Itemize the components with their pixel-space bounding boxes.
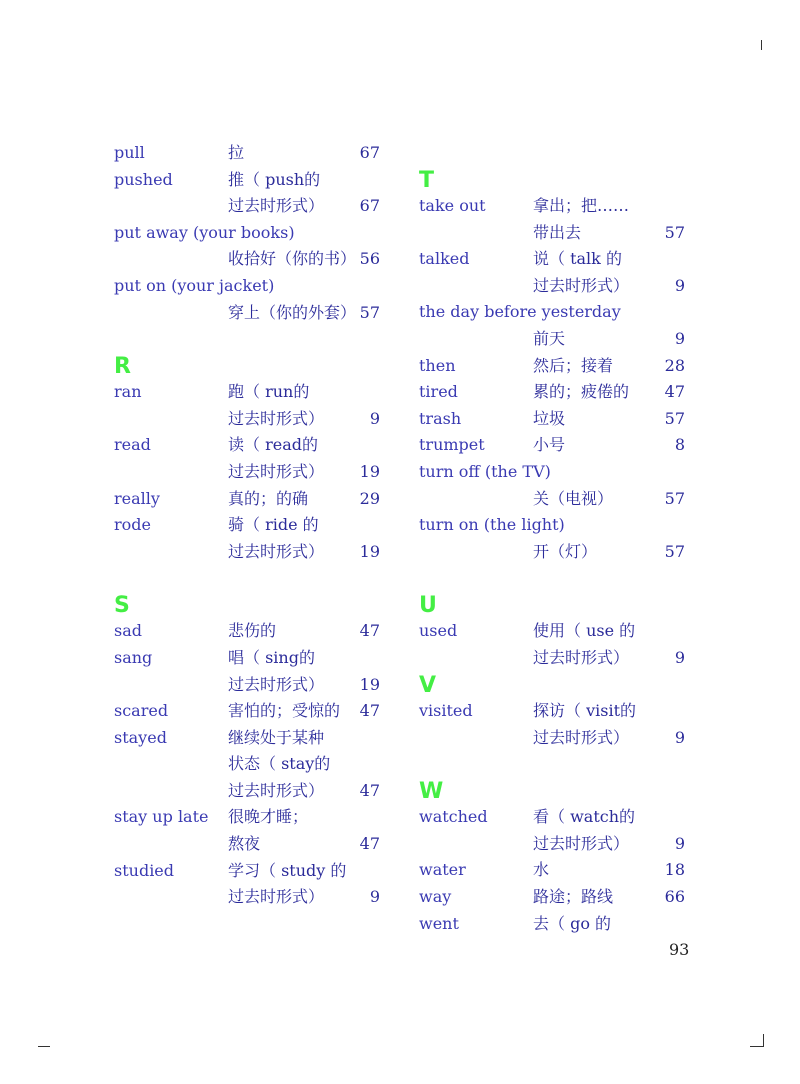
glossary-entry-row bbox=[419, 432, 685, 459]
entry-page-ref: 47 bbox=[359, 780, 380, 800]
entry-word: ran bbox=[114, 382, 142, 402]
entry-meaning: 害怕的；受惊的 bbox=[228, 701, 341, 721]
glossary-entry-row bbox=[419, 193, 685, 220]
entry-page-ref: 57 bbox=[664, 488, 685, 508]
section-letter: T bbox=[419, 168, 435, 193]
glossary-entry-row bbox=[419, 512, 685, 539]
section-letter-row bbox=[419, 751, 685, 804]
section-letter: V bbox=[419, 673, 437, 699]
entry-page-ref: 19 bbox=[359, 461, 380, 481]
entry-word: way bbox=[419, 887, 452, 907]
entry-page-ref: 28 bbox=[664, 355, 685, 375]
entry-word: put away (your books) bbox=[114, 222, 295, 242]
glossary-entry-row bbox=[114, 167, 380, 194]
glossary-entry-row bbox=[114, 406, 380, 433]
entry-meaning: 去（ go 的 bbox=[533, 913, 612, 933]
glossary-entry-row bbox=[419, 539, 685, 566]
entry-word: pull bbox=[114, 143, 145, 162]
glossary-entry-row bbox=[114, 672, 380, 699]
entry-meaning: 说（ talk 的 bbox=[533, 249, 622, 269]
glossary-entry-row bbox=[114, 884, 380, 911]
glossary-entry-row bbox=[114, 512, 380, 539]
entry-page-ref: 19 bbox=[359, 541, 380, 561]
glossary-entry-row bbox=[419, 379, 685, 406]
entry-word: then bbox=[419, 355, 456, 375]
entry-page-ref: 47 bbox=[359, 621, 380, 641]
glossary-entry-row bbox=[419, 618, 685, 645]
entry-meaning: 很晚才睡； bbox=[228, 807, 309, 827]
section-letter-row bbox=[114, 326, 380, 379]
entry-meaning: 使用（ use 的 bbox=[533, 621, 636, 641]
glossary-entry-row bbox=[419, 246, 685, 273]
glossary-column-right bbox=[419, 140, 685, 937]
glossary-entry-row bbox=[114, 725, 380, 752]
entry-meaning: 唱（ sing的 bbox=[228, 647, 315, 667]
entry-meaning: 垃圾 bbox=[533, 408, 566, 428]
entry-page-ref: 57 bbox=[664, 222, 685, 242]
section-letter: W bbox=[419, 779, 444, 805]
crop-mark-top-right bbox=[761, 40, 762, 50]
entry-meaning: 过去时形式） bbox=[533, 647, 630, 667]
glossary-entry-row bbox=[114, 645, 380, 672]
section-letter-row bbox=[419, 672, 685, 699]
section-letter-row bbox=[419, 565, 685, 618]
entry-meaning: 熬夜 bbox=[228, 834, 261, 854]
entry-meaning: 过去时形式） bbox=[228, 196, 325, 216]
entry-word: trumpet bbox=[419, 435, 485, 455]
entry-word: pushed bbox=[114, 169, 173, 189]
entry-page-ref: 47 bbox=[359, 834, 380, 854]
glossary-entry-row bbox=[114, 539, 380, 566]
entry-page-ref: 8 bbox=[674, 435, 685, 455]
entry-page-ref: 57 bbox=[664, 408, 685, 428]
entry-page-ref: 57 bbox=[359, 302, 380, 322]
entry-page-ref: 19 bbox=[359, 674, 380, 694]
entry-meaning: 然后；接着 bbox=[533, 355, 614, 375]
entry-word: tired bbox=[419, 382, 458, 402]
entry-meaning: 前天 bbox=[533, 328, 566, 348]
entry-page-ref: 29 bbox=[359, 488, 380, 508]
glossary-entry-row bbox=[114, 858, 380, 885]
glossary-entry-row bbox=[419, 459, 685, 486]
entry-page-ref: 9 bbox=[674, 275, 685, 295]
entry-page-ref: 47 bbox=[359, 701, 380, 721]
glossary-entry-row bbox=[419, 725, 685, 752]
entry-word: really bbox=[114, 488, 160, 508]
entry-meaning: 路途；路线 bbox=[533, 887, 614, 907]
entry-meaning: 累的；疲倦的 bbox=[533, 382, 630, 402]
entry-word: put on (your jacket) bbox=[114, 275, 275, 295]
entry-meaning: 关（电视） bbox=[533, 488, 614, 508]
entry-page-ref: 67 bbox=[359, 196, 380, 216]
entry-meaning: 拉 bbox=[228, 143, 245, 162]
entry-meaning: 悲伤的 bbox=[228, 621, 277, 641]
entry-word: went bbox=[419, 913, 459, 933]
entry-meaning: 过去时形式） bbox=[228, 541, 325, 561]
glossary-entry-row bbox=[114, 432, 380, 459]
glossary-entry-row bbox=[419, 220, 685, 247]
glossary-entry-row bbox=[419, 698, 685, 725]
entry-meaning: 过去时形式） bbox=[228, 674, 325, 694]
entry-page-ref: 9 bbox=[369, 408, 380, 428]
entry-page-ref: 18 bbox=[664, 860, 685, 880]
entry-meaning: 继续处于某种 bbox=[228, 727, 325, 747]
entry-meaning: 过去时形式） bbox=[228, 408, 325, 428]
entry-meaning: 小号 bbox=[533, 435, 566, 455]
glossary-entry-row bbox=[419, 486, 685, 513]
glossary-entry-row bbox=[114, 140, 380, 167]
entry-page-ref: 56 bbox=[359, 249, 380, 269]
entry-word: rode bbox=[114, 515, 151, 535]
entry-word: trash bbox=[419, 408, 462, 428]
glossary-entry-row bbox=[114, 751, 380, 778]
glossary-entry-row bbox=[419, 326, 685, 353]
glossary-entry-row bbox=[419, 645, 685, 672]
crop-mark-bottom-left bbox=[38, 1046, 50, 1047]
entry-word: visited bbox=[419, 701, 473, 721]
entry-meaning: 拿出；把…… bbox=[533, 196, 630, 215]
entry-meaning: 开（灯） bbox=[533, 541, 598, 561]
glossary-entry-row bbox=[419, 884, 685, 911]
glossary-entry-row bbox=[114, 220, 380, 247]
entry-word: studied bbox=[114, 860, 175, 880]
entry-word: stayed bbox=[114, 727, 167, 747]
entry-meaning: 过去时形式） bbox=[228, 461, 325, 481]
entry-page-ref: 67 bbox=[359, 143, 380, 162]
entry-meaning: 过去时形式） bbox=[533, 275, 630, 295]
glossary-entry-row bbox=[114, 193, 380, 220]
glossary-entry-row bbox=[419, 911, 685, 938]
entry-word: turn on (the light) bbox=[419, 515, 565, 535]
entry-meaning: 过去时形式） bbox=[533, 727, 630, 747]
entry-meaning: 带出去 bbox=[533, 222, 582, 242]
entry-page-ref: 9 bbox=[674, 727, 685, 747]
entry-meaning: 穿上（你的外套） bbox=[228, 302, 357, 322]
entry-meaning: 跑（ run的 bbox=[228, 382, 310, 402]
entry-meaning: 骑（ ride 的 bbox=[228, 515, 319, 535]
entry-meaning: 水 bbox=[533, 860, 550, 880]
section-letter: S bbox=[114, 593, 130, 619]
section-letter: U bbox=[419, 593, 437, 619]
section-letter-row bbox=[419, 140, 685, 193]
entry-word: sang bbox=[114, 647, 153, 667]
glossary-entry-row bbox=[419, 299, 685, 326]
glossary-entry-row bbox=[114, 698, 380, 725]
glossary-entry-row bbox=[114, 804, 380, 831]
entry-meaning: 状态（ stay的 bbox=[228, 754, 331, 774]
glossary-entry-row bbox=[114, 379, 380, 406]
section-letter: R bbox=[114, 354, 131, 380]
entry-meaning: 过去时形式） bbox=[228, 780, 325, 800]
glossary-entry-row bbox=[419, 857, 685, 884]
entry-meaning: 读（ read的 bbox=[228, 435, 318, 455]
glossary-entry-row bbox=[114, 246, 380, 273]
entry-page-ref: 57 bbox=[664, 541, 685, 561]
glossary-entry-row bbox=[114, 486, 380, 513]
crop-mark-bottom-right-v bbox=[763, 1034, 764, 1047]
glossary-column-left bbox=[114, 140, 380, 911]
entry-page-ref: 66 bbox=[664, 887, 685, 907]
entry-page-ref: 9 bbox=[369, 887, 380, 907]
entry-word: used bbox=[419, 621, 458, 641]
entry-meaning: 学习（ study 的 bbox=[228, 860, 347, 880]
glossary-entry-row bbox=[419, 831, 685, 858]
entry-meaning: 探访（ visit的 bbox=[533, 701, 637, 721]
entry-meaning: 收拾好（你的书） bbox=[228, 249, 357, 269]
entry-page-ref: 9 bbox=[674, 647, 685, 667]
entry-meaning: 看（ watch的 bbox=[533, 807, 636, 827]
glossary-entry-row bbox=[419, 273, 685, 300]
entry-word: water bbox=[419, 860, 466, 880]
page-number: 93 bbox=[669, 940, 690, 959]
entry-meaning: 真的；的确 bbox=[228, 488, 309, 508]
glossary-entry-row bbox=[419, 804, 685, 831]
glossary-entry-row bbox=[419, 353, 685, 380]
section-letter-row bbox=[114, 565, 380, 618]
entry-word: turn off (the TV) bbox=[419, 461, 551, 481]
glossary-entry-row bbox=[114, 273, 380, 300]
glossary-entry-row bbox=[114, 831, 380, 858]
entry-meaning: 推（ push的 bbox=[228, 169, 321, 189]
entry-page-ref: 47 bbox=[664, 382, 685, 402]
entry-word: sad bbox=[114, 621, 142, 641]
entry-meaning: 过去时形式） bbox=[533, 833, 630, 853]
entry-word: talked bbox=[419, 249, 470, 269]
entry-word: scared bbox=[114, 701, 169, 721]
glossary-entry-row bbox=[114, 618, 380, 645]
glossary-entry-row bbox=[114, 300, 380, 327]
entry-meaning: 过去时形式） bbox=[228, 887, 325, 907]
glossary-entry-row bbox=[114, 459, 380, 486]
entry-word: take out bbox=[419, 196, 486, 215]
entry-word: watched bbox=[419, 807, 488, 827]
entry-word: read bbox=[114, 435, 151, 455]
entry-word: the day before yesterday bbox=[419, 302, 621, 322]
entry-word: stay up late bbox=[114, 807, 209, 827]
entry-page-ref: 9 bbox=[674, 833, 685, 853]
entry-page-ref: 9 bbox=[674, 328, 685, 348]
glossary-entry-row bbox=[419, 406, 685, 433]
glossary-entry-row bbox=[114, 778, 380, 805]
crop-mark-bottom-right-h bbox=[750, 1046, 764, 1047]
